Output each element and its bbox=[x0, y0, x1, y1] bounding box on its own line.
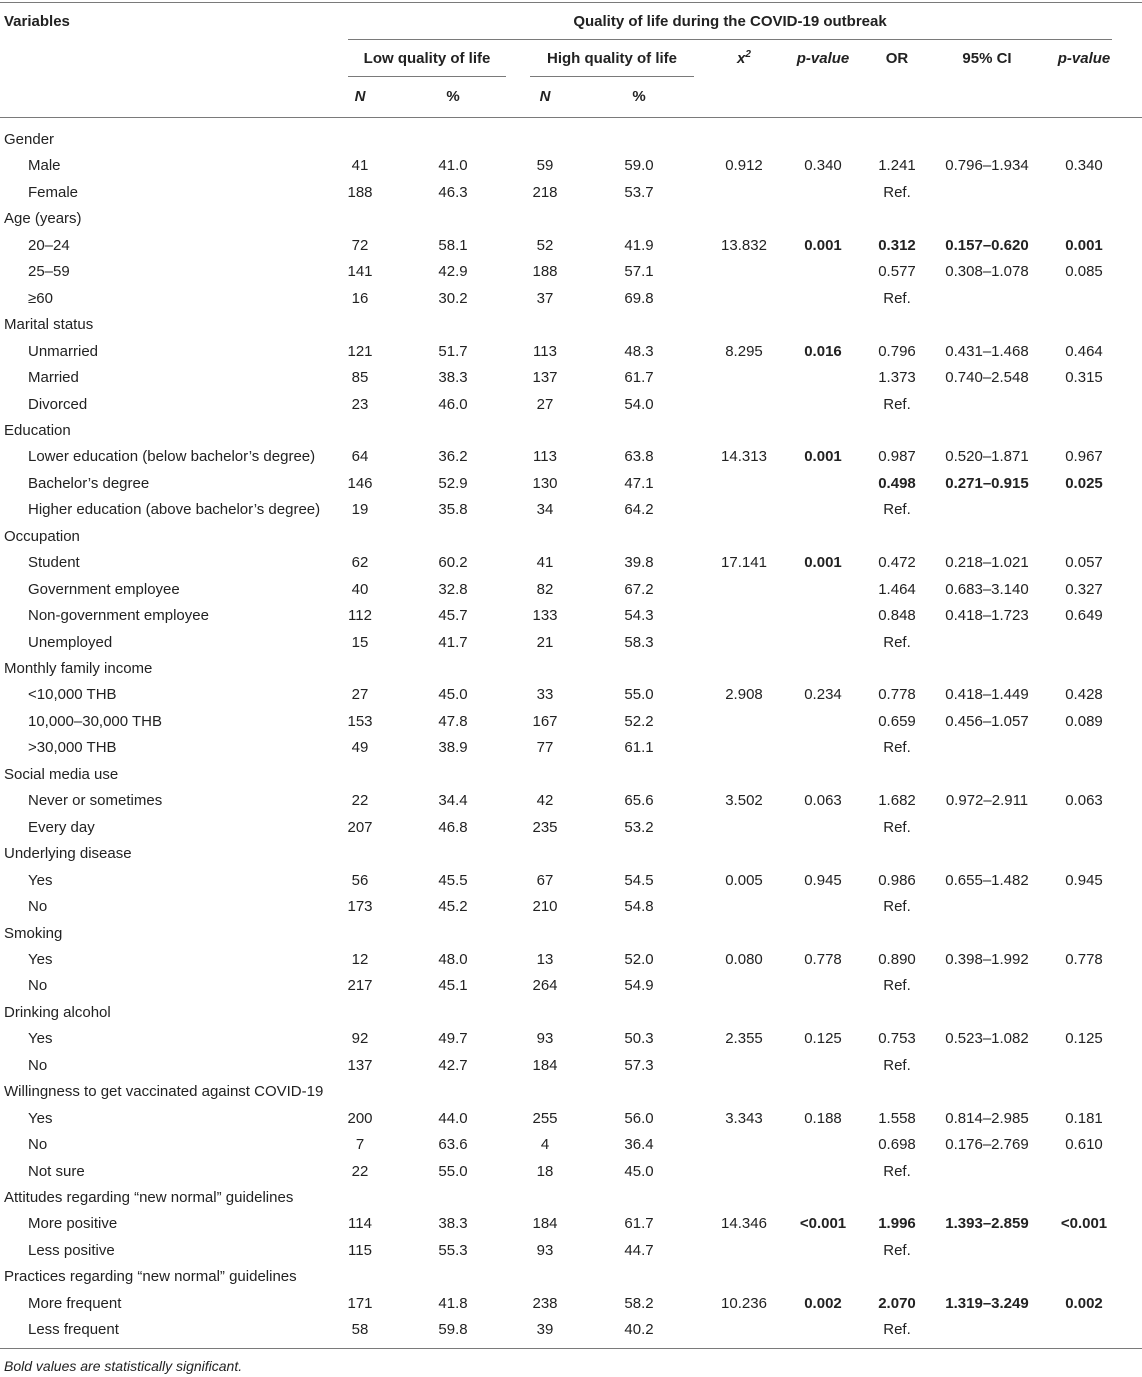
odds-ratio-cell: 0.796 bbox=[878, 343, 916, 360]
low-pct-cell: 34.4 bbox=[438, 792, 468, 809]
low-n-cell: 19 bbox=[351, 501, 369, 518]
odds-ratio-cell: Ref. bbox=[883, 739, 911, 756]
row-label: Male bbox=[28, 157, 61, 174]
high-pct-cell: 54.5 bbox=[624, 872, 654, 889]
high-n-cell: 137 bbox=[532, 369, 558, 386]
high-pct-cell: 41.9 bbox=[624, 237, 654, 254]
p-value-1-cell: 0.001 bbox=[804, 448, 842, 465]
low-pct-cell: 45.0 bbox=[438, 686, 468, 703]
top-rule bbox=[0, 2, 1142, 3]
odds-ratio-cell: 1.464 bbox=[878, 581, 916, 598]
row-label: Divorced bbox=[28, 396, 88, 413]
category-label: Occupation bbox=[4, 528, 80, 545]
low-n-cell: 64 bbox=[351, 448, 369, 465]
low-pct-cell: 46.0 bbox=[438, 396, 468, 413]
low-pct-cell: 38.9 bbox=[438, 739, 468, 756]
low-pct-cell: 41.0 bbox=[438, 157, 468, 174]
high-n-cell: 210 bbox=[532, 898, 558, 915]
low-pct-cell: 36.2 bbox=[438, 448, 468, 465]
low-pct-cell: 48.0 bbox=[438, 951, 468, 968]
low-pct-cell: 41.8 bbox=[438, 1295, 468, 1312]
chi-square-cell: 8.295 bbox=[725, 343, 763, 360]
p-value-2-cell: 0.085 bbox=[1065, 263, 1103, 280]
low-pct-cell: 30.2 bbox=[438, 290, 468, 307]
low-n-cell: 23 bbox=[351, 396, 369, 413]
confidence-interval-cell: 0.796–1.934 bbox=[945, 157, 1029, 174]
high-pct-cell: 56.0 bbox=[624, 1110, 654, 1127]
high-pct-cell: 36.4 bbox=[624, 1136, 654, 1153]
low-n-cell: 171 bbox=[347, 1295, 373, 1312]
low-n-cell: 56 bbox=[351, 872, 369, 889]
odds-ratio-cell: Ref. bbox=[883, 1321, 911, 1338]
low-n-cell: 92 bbox=[351, 1030, 369, 1047]
low-n-cell: 58 bbox=[351, 1321, 369, 1338]
odds-ratio-cell: Ref. bbox=[883, 184, 911, 201]
row-label: Lower education (below bachelor’s degree) bbox=[28, 448, 316, 465]
chi-square-cell: 13.832 bbox=[721, 237, 767, 254]
p-value-2-cell: 0.057 bbox=[1065, 554, 1103, 571]
row-label: Every day bbox=[28, 819, 95, 836]
low-n-cell: 40 bbox=[351, 581, 369, 598]
odds-ratio-cell: Ref. bbox=[883, 977, 911, 994]
high-pct-cell: 61.7 bbox=[624, 369, 654, 386]
low-n-cell: 115 bbox=[348, 1242, 372, 1259]
high-n-cell: 255 bbox=[532, 1110, 558, 1127]
low-pct-cell: 51.7 bbox=[438, 343, 468, 360]
p-value-2-cell: 0.125 bbox=[1065, 1030, 1103, 1047]
low-n-cell: 207 bbox=[347, 819, 373, 836]
p-value-1-cell: 0.001 bbox=[804, 554, 842, 571]
p-value-2-cell: 0.089 bbox=[1065, 713, 1103, 730]
row-label: ≥60 bbox=[28, 290, 53, 307]
high-n-cell: 238 bbox=[532, 1295, 558, 1312]
high-n-cell: 93 bbox=[536, 1242, 554, 1259]
low-pct-cell: 42.7 bbox=[438, 1057, 468, 1074]
row-label: Non-government employee bbox=[28, 607, 209, 624]
confidence-interval-cell: 0.157–0.620 bbox=[945, 237, 1029, 254]
p-value-2-cell: 0.025 bbox=[1065, 475, 1103, 492]
category-label: Age (years) bbox=[4, 210, 82, 227]
category-label: Monthly family income bbox=[4, 660, 153, 677]
p-value-1-cell: 0.340 bbox=[804, 157, 842, 174]
p-value-1-cell: 0.945 bbox=[804, 872, 842, 889]
high-pct-cell: 50.3 bbox=[624, 1030, 654, 1047]
low-n-header: N bbox=[354, 88, 366, 105]
low-pct-cell: 52.9 bbox=[438, 475, 468, 492]
odds-ratio-cell: 0.498 bbox=[878, 475, 916, 492]
p-value-header-2: p-value bbox=[1057, 50, 1111, 67]
row-label: Less frequent bbox=[28, 1321, 119, 1338]
low-pct-cell: 47.8 bbox=[438, 713, 468, 730]
p-value-1-cell: 0.188 bbox=[804, 1110, 842, 1127]
low-pct-cell: 60.2 bbox=[438, 554, 468, 571]
group-header-rule bbox=[348, 39, 1112, 40]
low-pct-cell: 55.0 bbox=[438, 1163, 468, 1180]
high-pct-cell: 64.2 bbox=[624, 501, 654, 518]
odds-ratio-cell: 1.241 bbox=[878, 157, 916, 174]
high-pct-cell: 69.8 bbox=[624, 290, 654, 307]
high-n-header: N bbox=[539, 88, 551, 105]
confidence-interval-cell: 0.176–2.769 bbox=[945, 1136, 1029, 1153]
high-n-cell: 33 bbox=[536, 686, 554, 703]
low-n-cell: 137 bbox=[347, 1057, 373, 1074]
row-label: Yes bbox=[28, 951, 53, 968]
row-label: Government employee bbox=[28, 581, 180, 598]
high-n-cell: 37 bbox=[536, 290, 554, 307]
high-n-cell: 34 bbox=[536, 501, 554, 518]
low-pct-cell: 49.7 bbox=[438, 1030, 468, 1047]
confidence-interval-cell: 0.308–1.078 bbox=[945, 263, 1029, 280]
low-n-cell: 188 bbox=[347, 184, 373, 201]
odds-ratio-cell: 0.987 bbox=[878, 448, 916, 465]
high-pct-cell: 40.2 bbox=[624, 1321, 654, 1338]
high-n-cell: 235 bbox=[532, 819, 558, 836]
high-n-cell: 130 bbox=[532, 475, 558, 492]
high-qol-header: High quality of life bbox=[547, 50, 677, 67]
row-label: Higher education (above bachelor’s degree) bbox=[28, 501, 321, 518]
row-label: Student bbox=[28, 554, 80, 571]
row-label: Married bbox=[28, 369, 79, 386]
low-n-cell: 217 bbox=[347, 977, 373, 994]
odds-ratio-cell: 1.996 bbox=[878, 1215, 916, 1232]
confidence-interval-cell: 0.271–0.915 bbox=[945, 475, 1029, 492]
high-pct-cell: 52.0 bbox=[624, 951, 654, 968]
odds-ratio-cell: 0.577 bbox=[878, 263, 916, 280]
low-n-cell: 200 bbox=[347, 1110, 373, 1127]
low-n-cell: 112 bbox=[348, 607, 372, 624]
confidence-interval-cell: 1.319–3.249 bbox=[945, 1295, 1029, 1312]
odds-ratio-cell: 0.698 bbox=[878, 1136, 916, 1153]
confidence-interval-cell: 0.418–1.449 bbox=[945, 686, 1029, 703]
low-n-cell: 153 bbox=[347, 713, 373, 730]
low-n-cell: 22 bbox=[351, 792, 369, 809]
low-n-cell: 15 bbox=[351, 634, 369, 651]
high-pct-header: % bbox=[632, 88, 646, 105]
high-pct-cell: 53.2 bbox=[624, 819, 654, 836]
low-pct-cell: 38.3 bbox=[438, 1215, 468, 1232]
row-label: <10,000 THB bbox=[28, 686, 117, 703]
odds-ratio-cell: 0.986 bbox=[878, 872, 916, 889]
category-label: Attitudes regarding “new normal” guidelines bbox=[4, 1189, 294, 1206]
odds-ratio-cell: 2.070 bbox=[878, 1295, 916, 1312]
low-n-cell: 121 bbox=[347, 343, 373, 360]
low-n-cell: 7 bbox=[355, 1136, 365, 1153]
high-pct-cell: 58.3 bbox=[624, 634, 654, 651]
category-label: Marital status bbox=[4, 316, 94, 333]
chi-square-header bbox=[714, 50, 774, 68]
high-n-cell: 184 bbox=[532, 1215, 558, 1232]
chi-square-cell: 0.080 bbox=[725, 951, 763, 968]
p-value-1-cell: 0.125 bbox=[804, 1030, 842, 1047]
chi-square-cell: 2.355 bbox=[725, 1030, 763, 1047]
confidence-interval-cell: 0.456–1.057 bbox=[945, 713, 1029, 730]
low-pct-cell: 63.6 bbox=[438, 1136, 468, 1153]
low-pct-cell: 45.5 bbox=[438, 872, 468, 889]
p-value-2-cell: 0.315 bbox=[1065, 369, 1103, 386]
chi-square-superscript: 2 bbox=[745, 49, 751, 60]
confidence-interval-cell: 0.683–3.140 bbox=[945, 581, 1029, 598]
low-n-cell: 27 bbox=[351, 686, 369, 703]
high-pct-cell: 63.8 bbox=[624, 448, 654, 465]
odds-ratio-cell: Ref. bbox=[883, 898, 911, 915]
high-pct-cell: 54.9 bbox=[624, 977, 654, 994]
high-n-cell: 59 bbox=[536, 157, 554, 174]
row-label: Yes bbox=[28, 1030, 53, 1047]
chi-square-cell: 10.236 bbox=[721, 1295, 767, 1312]
high-pct-cell: 67.2 bbox=[624, 581, 654, 598]
high-pct-cell: 44.7 bbox=[624, 1242, 654, 1259]
odds-ratio-cell: 0.848 bbox=[878, 607, 916, 624]
confidence-interval-cell: 0.655–1.482 bbox=[945, 872, 1029, 889]
low-n-cell: 146 bbox=[347, 475, 373, 492]
odds-ratio-cell: 0.890 bbox=[878, 951, 916, 968]
odds-ratio-cell: 1.373 bbox=[878, 369, 916, 386]
low-n-cell: 49 bbox=[351, 739, 369, 756]
chi-square-cell: 3.502 bbox=[725, 792, 763, 809]
p-value-1-cell: <0.001 bbox=[799, 1215, 847, 1232]
category-label: Social media use bbox=[4, 766, 119, 783]
row-label: Unmarried bbox=[28, 343, 99, 360]
high-n-cell: 264 bbox=[532, 977, 558, 994]
row-label: 10,000–30,000 THB bbox=[28, 713, 162, 730]
low-pct-cell: 38.3 bbox=[438, 369, 468, 386]
p-value-1-cell: 0.234 bbox=[804, 686, 842, 703]
row-label: More frequent bbox=[28, 1295, 122, 1312]
p-value-2-cell: 0.778 bbox=[1065, 951, 1103, 968]
high-n-cell: 82 bbox=[536, 581, 554, 598]
p-value-2-cell: 0.464 bbox=[1065, 343, 1103, 360]
p-value-2-cell: 0.649 bbox=[1065, 607, 1103, 624]
category-label: Practices regarding “new normal” guidelines bbox=[4, 1268, 297, 1285]
chi-square-cell: 17.141 bbox=[721, 554, 767, 571]
category-label: Education bbox=[4, 422, 71, 439]
low-n-cell: 41 bbox=[351, 157, 369, 174]
p-value-2-cell: 0.002 bbox=[1065, 1295, 1103, 1312]
high-n-cell: 113 bbox=[533, 448, 557, 465]
low-pct-cell: 45.1 bbox=[438, 977, 468, 994]
odds-ratio-cell: 0.778 bbox=[878, 686, 916, 703]
confidence-interval-cell: 0.431–1.468 bbox=[945, 343, 1029, 360]
low-n-cell: 173 bbox=[347, 898, 373, 915]
odds-ratio-cell: 0.753 bbox=[878, 1030, 916, 1047]
p-value-1-cell: 0.002 bbox=[804, 1295, 842, 1312]
footnote: Bold values are statistically significant. bbox=[4, 1358, 243, 1374]
odds-ratio-cell: 1.558 bbox=[878, 1110, 916, 1127]
chi-square-cell: 3.343 bbox=[725, 1110, 763, 1127]
row-label: Yes bbox=[28, 872, 53, 889]
high-n-cell: 184 bbox=[532, 1057, 558, 1074]
odds-ratio-cell: Ref. bbox=[883, 1242, 911, 1259]
high-pct-cell: 48.3 bbox=[624, 343, 654, 360]
low-pct-cell: 32.8 bbox=[438, 581, 468, 598]
odds-ratio-cell: Ref. bbox=[883, 1057, 911, 1074]
odds-ratio-cell: 0.472 bbox=[878, 554, 916, 571]
chi-square-cell: 2.908 bbox=[725, 686, 763, 703]
p-value-2-cell: 0.967 bbox=[1065, 448, 1103, 465]
high-pct-cell: 39.8 bbox=[624, 554, 654, 571]
high-pct-cell: 61.1 bbox=[624, 739, 654, 756]
confidence-interval-cell: 0.398–1.992 bbox=[945, 951, 1029, 968]
low-pct-cell: 44.0 bbox=[438, 1110, 468, 1127]
category-label: Gender bbox=[4, 131, 55, 148]
high-n-cell: 188 bbox=[532, 263, 558, 280]
high-pct-cell: 54.0 bbox=[624, 396, 654, 413]
confidence-interval-cell: 1.393–2.859 bbox=[945, 1215, 1029, 1232]
p-value-2-cell: 0.610 bbox=[1065, 1136, 1103, 1153]
chi-square-cell: 0.912 bbox=[725, 157, 763, 174]
row-label: No bbox=[28, 1136, 48, 1153]
low-pct-cell: 46.3 bbox=[438, 184, 468, 201]
confidence-interval-cell: 0.972–2.911 bbox=[945, 792, 1029, 809]
p-value-2-cell: 0.001 bbox=[1065, 237, 1103, 254]
p-value-1-cell: 0.778 bbox=[804, 951, 842, 968]
high-n-cell: 77 bbox=[536, 739, 554, 756]
category-label: Smoking bbox=[4, 925, 63, 942]
high-pct-cell: 47.1 bbox=[624, 475, 654, 492]
chi-square-cell: 14.313 bbox=[721, 448, 767, 465]
p-value-2-cell: 0.428 bbox=[1065, 686, 1103, 703]
high-pct-cell: 55.0 bbox=[624, 686, 654, 703]
high-n-cell: 218 bbox=[532, 184, 558, 201]
row-label: Never or sometimes bbox=[28, 792, 163, 809]
row-label: No bbox=[28, 898, 48, 915]
confidence-interval-cell: 0.218–1.021 bbox=[945, 554, 1029, 571]
low-n-cell: 114 bbox=[348, 1215, 372, 1232]
p-value-2-cell: 0.181 bbox=[1065, 1110, 1103, 1127]
row-label: Bachelor’s degree bbox=[28, 475, 150, 492]
low-n-cell: 141 bbox=[347, 263, 373, 280]
odds-ratio-cell: Ref. bbox=[883, 634, 911, 651]
low-n-cell: 16 bbox=[351, 290, 369, 307]
low-n-cell: 85 bbox=[351, 369, 369, 386]
high-n-cell: 13 bbox=[536, 951, 554, 968]
low-pct-cell: 46.8 bbox=[438, 819, 468, 836]
group-header: Quality of life during the COVID-19 outbreak bbox=[573, 13, 887, 30]
high-n-cell: 27 bbox=[536, 396, 554, 413]
high-n-cell: 67 bbox=[536, 872, 554, 889]
high-n-cell: 93 bbox=[536, 1030, 554, 1047]
p-value-1-cell: 0.016 bbox=[804, 343, 842, 360]
row-label: 20–24 bbox=[28, 237, 70, 254]
high-n-cell: 133 bbox=[532, 607, 558, 624]
odds-ratio-cell: 1.682 bbox=[878, 792, 916, 809]
confidence-interval-cell: 0.418–1.723 bbox=[945, 607, 1029, 624]
high-pct-cell: 54.8 bbox=[624, 898, 654, 915]
p-value-2-cell: 0.063 bbox=[1065, 792, 1103, 809]
category-label: Underlying disease bbox=[4, 845, 132, 862]
variables-header: Variables bbox=[4, 13, 70, 30]
high-pct-cell: 53.7 bbox=[624, 184, 654, 201]
high-pct-cell: 59.0 bbox=[624, 157, 654, 174]
low-n-cell: 12 bbox=[351, 951, 369, 968]
odds-ratio-cell: Ref. bbox=[883, 396, 911, 413]
low-n-cell: 72 bbox=[351, 237, 369, 254]
high-pct-cell: 54.3 bbox=[624, 607, 654, 624]
high-n-cell: 167 bbox=[532, 713, 558, 730]
low-pct-cell: 45.2 bbox=[438, 898, 468, 915]
low-qol-rule bbox=[348, 76, 506, 77]
row-label: Female bbox=[28, 184, 79, 201]
high-n-cell: 113 bbox=[533, 343, 557, 360]
high-pct-cell: 52.2 bbox=[624, 713, 654, 730]
high-pct-cell: 57.3 bbox=[624, 1057, 654, 1074]
row-label: Unemployed bbox=[28, 634, 113, 651]
high-n-cell: 4 bbox=[540, 1136, 550, 1153]
low-n-cell: 22 bbox=[351, 1163, 369, 1180]
high-n-cell: 18 bbox=[536, 1163, 554, 1180]
row-label: More positive bbox=[28, 1215, 118, 1232]
or-header: OR bbox=[885, 50, 909, 67]
ci-header: 95% CI bbox=[962, 50, 1012, 67]
odds-ratio-cell: Ref. bbox=[883, 1163, 911, 1180]
p-value-2-cell: 0.945 bbox=[1065, 872, 1103, 889]
low-pct-cell: 42.9 bbox=[438, 263, 468, 280]
p-value-2-cell: 0.327 bbox=[1065, 581, 1103, 598]
low-pct-cell: 45.7 bbox=[438, 607, 468, 624]
chi-square-symbol: x bbox=[737, 50, 746, 67]
row-label: 25–59 bbox=[28, 263, 70, 280]
p-value-2-cell: <0.001 bbox=[1060, 1215, 1108, 1232]
odds-ratio-cell: Ref. bbox=[883, 290, 911, 307]
row-label: No bbox=[28, 1057, 48, 1074]
high-n-cell: 21 bbox=[536, 634, 554, 651]
odds-ratio-cell: Ref. bbox=[883, 501, 911, 518]
high-pct-cell: 57.1 bbox=[624, 263, 654, 280]
odds-ratio-cell: 0.312 bbox=[878, 237, 916, 254]
p-value-1-cell: 0.063 bbox=[804, 792, 842, 809]
chi-square-cell: 0.005 bbox=[725, 872, 763, 889]
low-pct-cell: 35.8 bbox=[438, 501, 468, 518]
row-label: >30,000 THB bbox=[28, 739, 117, 756]
high-pct-cell: 65.6 bbox=[624, 792, 654, 809]
p-value-2-cell: 0.340 bbox=[1065, 157, 1103, 174]
low-pct-cell: 41.7 bbox=[438, 634, 468, 651]
high-qol-rule bbox=[530, 76, 694, 77]
odds-ratio-cell: 0.659 bbox=[878, 713, 916, 730]
category-label: Willingness to get vaccinated against COVID-19 bbox=[4, 1083, 324, 1100]
p-value-header-1: p-value bbox=[796, 50, 850, 67]
high-n-cell: 39 bbox=[536, 1321, 554, 1338]
high-pct-cell: 61.7 bbox=[624, 1215, 654, 1232]
low-pct-cell: 58.1 bbox=[438, 237, 468, 254]
low-pct-cell: 55.3 bbox=[438, 1242, 468, 1259]
low-pct-header: % bbox=[446, 88, 460, 105]
row-label: No bbox=[28, 977, 48, 994]
p-value-1-cell: 0.001 bbox=[804, 237, 842, 254]
low-n-cell: 62 bbox=[351, 554, 369, 571]
row-label: Less positive bbox=[28, 1242, 115, 1259]
high-n-cell: 52 bbox=[536, 237, 554, 254]
bottom-rule bbox=[0, 1348, 1142, 1349]
high-n-cell: 42 bbox=[536, 792, 554, 809]
low-qol-header: Low quality of life bbox=[363, 50, 491, 67]
chi-square-cell: 14.346 bbox=[721, 1215, 767, 1232]
row-label: Not sure bbox=[28, 1163, 85, 1180]
row-label: Yes bbox=[28, 1110, 53, 1127]
odds-ratio-cell: Ref. bbox=[883, 819, 911, 836]
high-pct-cell: 58.2 bbox=[624, 1295, 654, 1312]
high-pct-cell: 45.0 bbox=[624, 1163, 654, 1180]
category-label: Drinking alcohol bbox=[4, 1004, 111, 1021]
confidence-interval-cell: 0.740–2.548 bbox=[945, 369, 1029, 386]
high-n-cell: 41 bbox=[536, 554, 554, 571]
confidence-interval-cell: 0.523–1.082 bbox=[945, 1030, 1029, 1047]
confidence-interval-cell: 0.814–2.985 bbox=[945, 1110, 1029, 1127]
header-bottom-rule bbox=[0, 117, 1142, 118]
low-pct-cell: 59.8 bbox=[438, 1321, 468, 1338]
confidence-interval-cell: 0.520–1.871 bbox=[945, 448, 1029, 465]
